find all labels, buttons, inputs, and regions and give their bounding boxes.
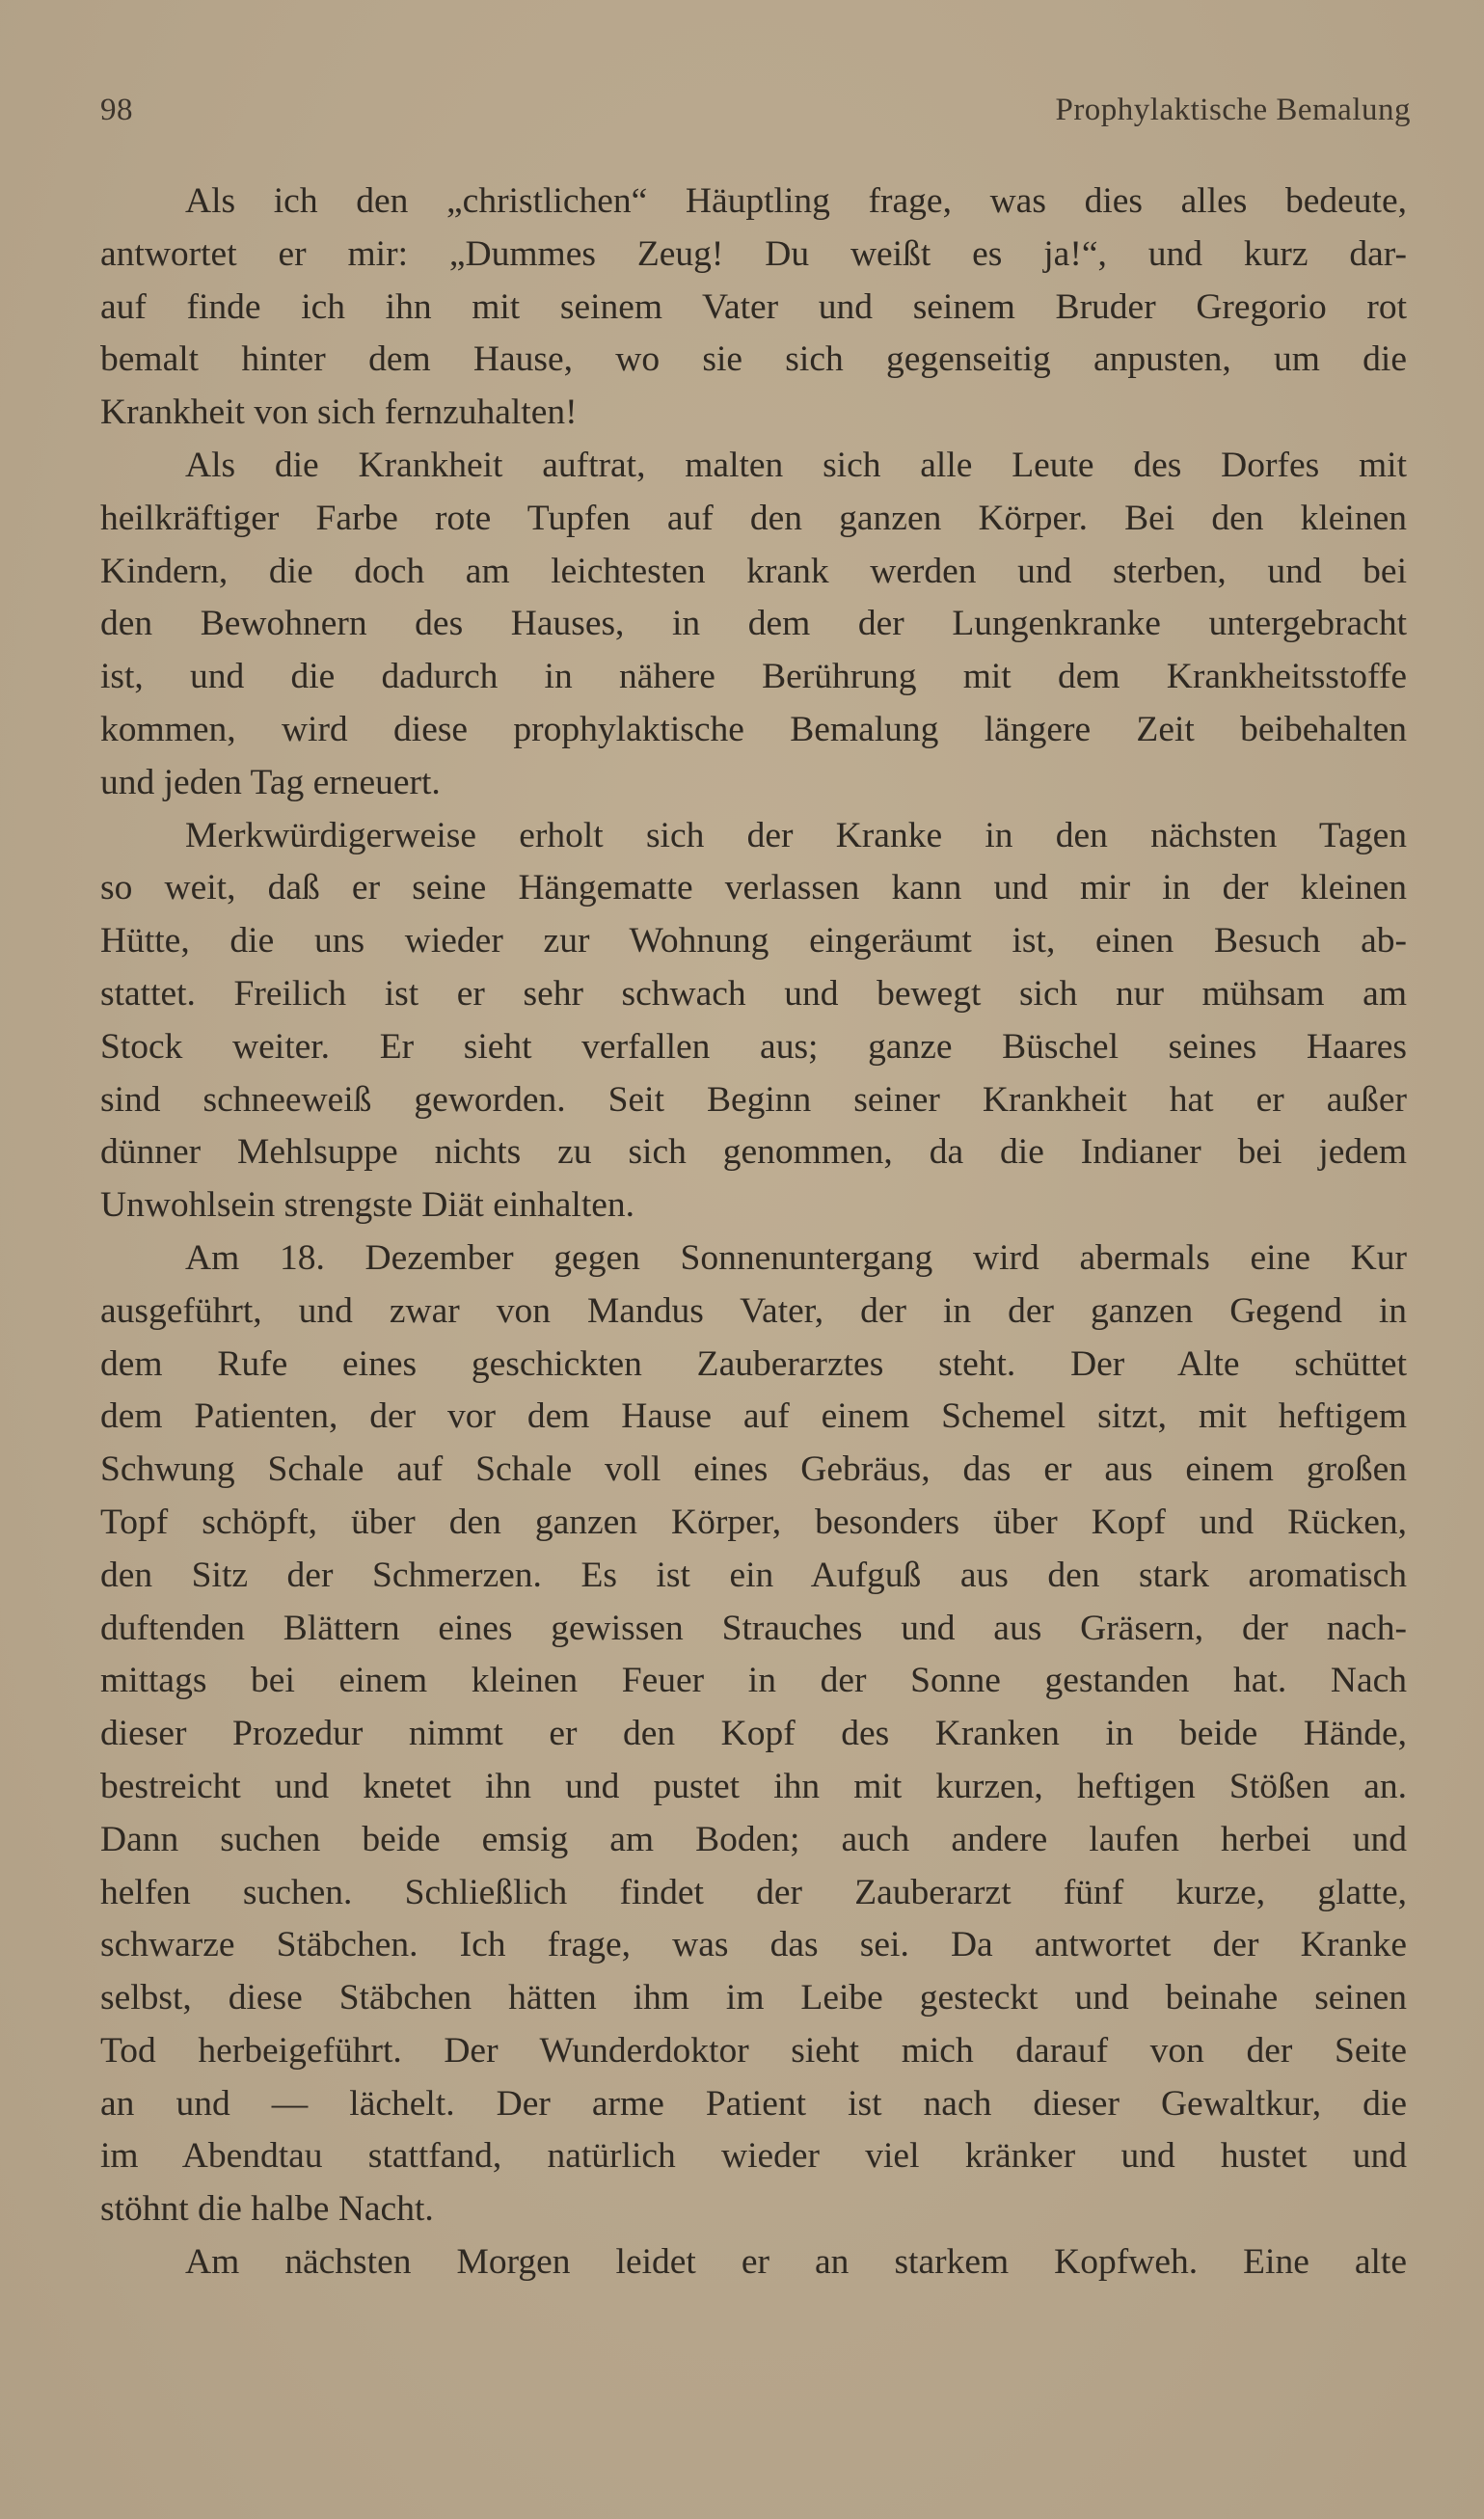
text-line: sind schneeweiß geworden. Seit Beginn seiner Krankheit hat er außer [100,1079,1407,1120]
text-line: Am 18. Dezember gegen Sonnenuntergang wird abermals eine Kur [185,1237,1407,1278]
text-line: den Sitz der Schmerzen. Es ist ein Aufguß aus den stark aromatisch [100,1555,1407,1595]
text-line: dieser Prozedur nimmt er den Kopf des Kranken in beide Hände, [100,1714,1407,1754]
text-line: an und — lächelt. Der arme Patient ist nach dieser Gewaltkur, die [100,2083,1407,2124]
page-number: 98 [100,93,133,127]
running-head [100,93,1411,135]
text-line: bemalt hinter dem Hause, wo sie sich gegenseitig anpusten, um die [100,339,1407,380]
text-line: Hütte, die uns wieder zur Wohnung eingeräumt ist, einen Besuch ab- [100,921,1407,962]
text-line: Unwohlsein strengste Diät einhalten. [100,1185,635,1226]
text-line: Krankheit von sich fernzuhalten! [100,393,578,433]
text-line: helfen suchen. Schließlich findet der Zauberarzt fünf kurze, glatte, [100,1872,1407,1912]
paragraph [100,440,1407,810]
text-line: Am nächsten Morgen leidet er an starkem Kopfweh. Eine alte [185,2242,1407,2283]
text-line: stöhnt die halbe Nacht. [100,2189,434,2230]
text-line: antwortet er mir: „Dummes Zeug! Du weißt es ja!“, und kurz dar- [100,233,1407,274]
text-line: Als die Krankheit auftrat, malten sich alle Leute des Dorfes mit [185,445,1407,485]
text-line: auf finde ich ihn mit seinem Vater und seinem Bruder Gregorio rot [100,286,1407,327]
text-line: duftenden Blättern eines gewissen Strauches und aus Gräsern, der nach- [100,1608,1407,1648]
text-line: den Bewohnern des Hauses, in dem der Lungenkranke untergebracht [100,604,1407,644]
text-line: ausgeführt, und zwar von Mandus Vater, der in der ganzen Gegend in [100,1290,1407,1331]
text-line: bestreicht und knetet ihn und pustet ihn mit kurzen, heftigen Stößen an. [100,1766,1407,1806]
text-line: mittags bei einem kleinen Feuer in der Sonne gestanden hat. Nach [100,1661,1407,1701]
text-line: so weit, daß er seine Hängematte verlassen kann und mir in der kleinen [100,868,1407,908]
text-line: Merkwürdigerweise erholt sich der Kranke in den nächsten Tagen [185,815,1407,855]
text-line: Topf schöpft, über den ganzen Körper, besonders über Kopf und Rücken, [100,1502,1407,1542]
text-line: im Abendtau stattfand, natürlich wieder viel kränker und hustet und [100,2136,1407,2177]
text-line: Schwung Schale auf Schale voll eines Gebräus, das er aus einem großen [100,1449,1407,1490]
text-line: und jeden Tag erneuert. [100,762,441,802]
text-line: stattet. Freilich ist er sehr schwach und bewegt sich nur mühsam am [100,973,1407,1014]
running-title: Prophylaktische Bemalung [1055,93,1411,127]
text-line: schwarze Stäbchen. Ich frage, was das sei. Da antwortet der Kranke [100,1925,1407,1965]
text-line: ist, und die dadurch in nähere Berührung mit dem Krankheitsstoffe [100,657,1407,697]
text-line: dem Patienten, der vor dem Hause auf einem Schemel sitzt, mit heftigem [100,1396,1407,1437]
text-line: Dann suchen beide emsig am Boden; auch andere laufen herbei und [100,1819,1407,1859]
text-line: Als ich den „christlichen“ Häuptling frage, was dies alles bedeute, [185,181,1407,221]
text-line: Tod herbeigeführt. Der Wunderdoktor sieht mich darauf von der Seite [100,2030,1407,2071]
paragraph [100,176,1407,440]
text-line: dem Rufe eines geschickten Zauberarztes steht. Der Alte schüttet [100,1343,1407,1384]
body-text [100,176,1407,2289]
text-line: Stock weiter. Er sieht verfallen aus; ganze Büschel seines Haares [100,1026,1407,1067]
text-line: kommen, wird diese prophylaktische Bemalung längere Zeit beibehalten [100,709,1407,749]
paragraph [100,810,1407,1232]
text-line: selbst, diese Stäbchen hätten ihm im Leibe gesteckt und beinahe seinen [100,1978,1407,2018]
text-line: dünner Mehlsuppe nichts zu sich genommen, da die Indianer bei jedem [100,1132,1407,1173]
text-line: heilkräftiger Farbe rote Tupfen auf den ganzen Körper. Bei den kleinen [100,498,1407,538]
text-line: Kindern, die doch am leichtesten krank werden und sterben, und bei [100,551,1407,591]
paragraph [100,1232,1407,2236]
paragraph [100,2236,1407,2289]
